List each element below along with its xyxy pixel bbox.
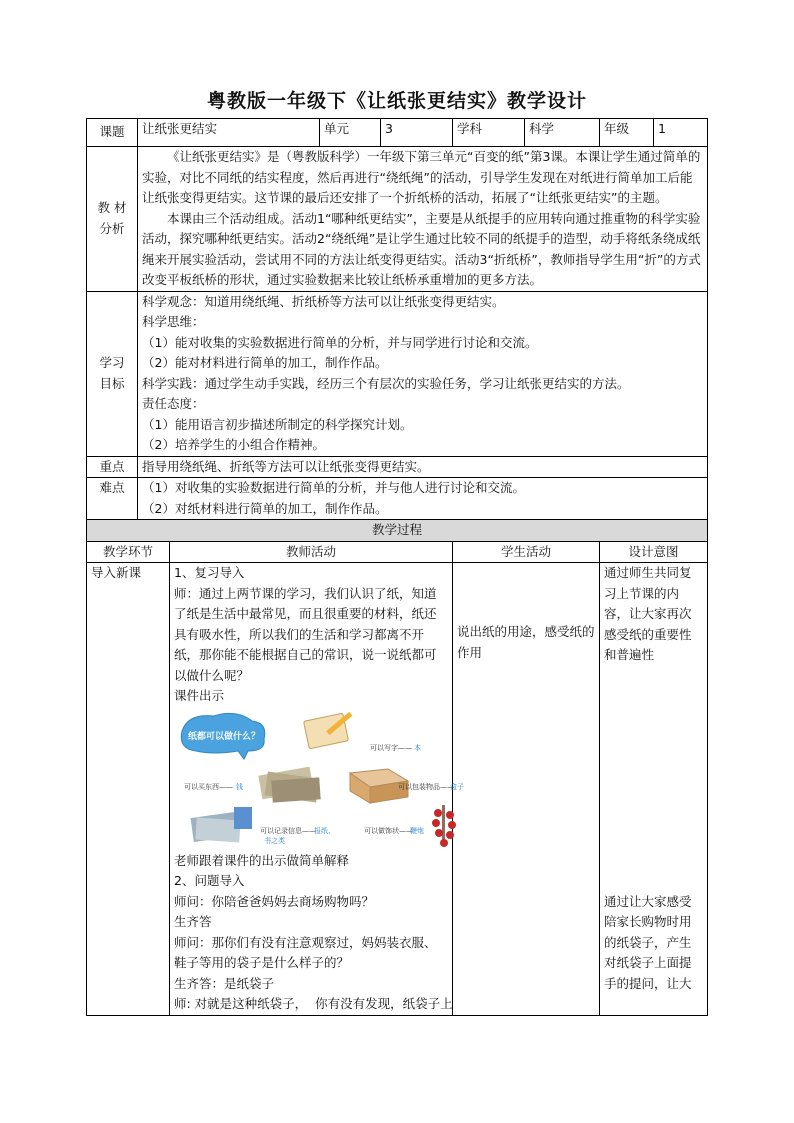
student-activity-cell xyxy=(453,563,600,1016)
student-activity-text: 说出纸的用途，感受纸的作用 xyxy=(457,624,595,660)
goal-line: （2）培养学生的小组合作精神。 xyxy=(142,437,325,452)
process-header: 教学过程 xyxy=(87,520,708,542)
goals-content xyxy=(138,291,708,456)
slide-write-label: 可以写字—— xyxy=(370,743,412,752)
slide-record-value-2: 书之类 xyxy=(264,836,285,845)
slide-record-label: 可以记录信息—— xyxy=(260,826,316,835)
teacher-line: 师问：你陪爸爸妈妈去商场购物吗？ xyxy=(174,893,375,909)
analysis-label: 教 材 分析 xyxy=(87,147,138,292)
key-point-text: 指导用绕纸绳、折纸等方法可以让纸张变得更结实。 xyxy=(138,456,708,478)
goal-line: （1）能用语言初步描述所制定的科学探究计划。 xyxy=(142,416,413,432)
goal-line: （1）能对收集的实验数据进行简单的分析，并与同学进行讨论和交流。 xyxy=(142,334,538,350)
info-row xyxy=(87,119,708,147)
process-header-row xyxy=(87,520,708,542)
teacher-line: 生齐答：是纸袋子 xyxy=(174,975,275,991)
unit-label: 单元 xyxy=(320,119,381,147)
subject-label: 学科 xyxy=(453,119,525,147)
page-title: 粤教版一年级下《让纸张更结实》教学设计 xyxy=(206,90,587,112)
column-teacher: 教师活动 xyxy=(170,541,453,563)
slide-pack-label: 可以包装物品—— xyxy=(398,782,454,791)
courseware-slide-image xyxy=(174,711,464,851)
grade-label: 年级 xyxy=(600,119,654,147)
teacher-line: 1、复习导入 xyxy=(174,565,245,580)
lesson-value: 让纸张更结实 xyxy=(138,119,320,147)
subject-value: 科学 xyxy=(525,119,600,147)
analysis-row xyxy=(87,147,708,292)
slide-pack-value: 盒子 xyxy=(450,782,464,791)
goal-line: 责任态度： xyxy=(142,396,205,411)
teacher-line: 师: 对就是这种纸袋子， 你有没有发现，纸袋子上 xyxy=(174,996,453,1011)
slide-buy-label: 可以买东西—— xyxy=(184,782,233,791)
teacher-line: 老师跟着课件的出示做简单解释 xyxy=(174,852,350,868)
slide-decor-value: 鞭炮 xyxy=(410,826,424,835)
slide-write-value: 本 xyxy=(414,743,421,752)
column-intent: 设计意图 xyxy=(600,541,708,563)
difficulty-line: （1）对收集的实验数据进行简单的分析，并与他人进行讨论和交流。 xyxy=(142,480,525,495)
key-point-row xyxy=(87,456,708,478)
slide-decor-label: 可以做饰状—— xyxy=(364,826,413,835)
goals-label: 学习 目标 xyxy=(87,291,138,456)
column-stage: 教学环节 xyxy=(87,541,170,563)
goal-line: 科学思维： xyxy=(142,314,205,329)
slide-record-value: 报纸、 xyxy=(314,826,335,835)
analysis-paragraph-1: 《让纸张更结实》是（粤教版科学）一年级下第三单元“百变的纸”第3课。本课让学生通过简单的实验，对比不同纸的结实程度，然后再进行“绕纸绳”的活动，引导学生发现在对纸进行简单加工后能让纸张变得更结实。这节课的最后还安排了一个折纸桥的活动，拓展了“让纸张更结实”的主题。 xyxy=(142,149,701,205)
teacher-activity-cell xyxy=(170,563,464,1016)
teacher-line: 师问：那你们有没有注意观察过，妈妈装衣服、鞋子等用的袋子是什么样子的？ xyxy=(174,934,437,970)
unit-value: 3 xyxy=(381,119,453,147)
teacher-line: 师：通过上两节课的学习，我们认识了纸，知道了纸是生活中最常见，而且很重要的材料，纸还具有吸水性，所以我们的生活和学习都离不开纸，那你能不能根据自己的常识，说一说纸都可以做什么呢？ xyxy=(174,585,437,683)
newspaper-icon xyxy=(191,807,252,843)
teacher-line: 2、问题导入 xyxy=(174,873,245,888)
analysis-content xyxy=(138,147,708,292)
intro-row xyxy=(87,563,708,1016)
grade-value: 1 xyxy=(654,119,708,147)
goal-line: （2）能对材料进行简单的加工，制作作品。 xyxy=(142,355,388,370)
goal-line: 科学实践：通过学生动手实践，经历三个有层次的实验任务，学习让纸张更结实的方法。 xyxy=(142,375,630,391)
difficulty-line: （2）对纸材料进行简单的加工，制作作品。 xyxy=(142,500,388,516)
column-student: 学生活动 xyxy=(453,541,600,563)
difficulty-row xyxy=(87,478,708,520)
lesson-plan-table xyxy=(86,118,708,1016)
difficulty-label: 难点 xyxy=(87,478,138,520)
teacher-line: 课件出示 xyxy=(174,688,225,703)
design-intent-2: 通过让大家感受陪家长购物时用的纸袋子，产生对纸袋子上面提手的提问，让大 xyxy=(604,893,692,991)
teacher-line: 生齐答 xyxy=(174,914,212,929)
lesson-label: 课题 xyxy=(87,119,138,147)
slide-question: 纸都可以做什么？ xyxy=(188,731,261,742)
key-point-label: 重点 xyxy=(87,456,138,478)
goal-line: 科学观念：知道用绕纸绳、折纸桥等方法可以让纸张变得更结实。 xyxy=(142,293,505,309)
difficulty-content xyxy=(138,478,708,520)
stage-cell: 导入新课 xyxy=(87,563,170,1016)
design-intent-1: 通过师生共同复习上节课的内容，让大家再次感受纸的重要性和普遍性 xyxy=(604,565,692,662)
goals-row xyxy=(87,291,708,456)
money-icon xyxy=(258,766,320,802)
analysis-paragraph-2: 本课由三个活动组成。活动1“哪种纸更结实”，主要是从纸提手的应用转向通过推重物的科学实验活动，探究哪种纸更结实。活动2“绕纸绳”是让学生通过比较不同的纸提手的造型，动手将纸条绕成纸绳来开展实验活动，尝试用不同的方法让纸变得更结实。活动3“折纸桥”，教师指导学生用“折”的方式改变平板纸桥的形状，通过实验数据来比较让纸桥承重增加的更多方法。 xyxy=(142,210,701,287)
slide-buy-value: 钱 xyxy=(236,782,243,791)
process-columns-row xyxy=(87,541,708,563)
design-intent-cell xyxy=(600,563,708,1016)
firecracker-icon xyxy=(432,805,456,847)
